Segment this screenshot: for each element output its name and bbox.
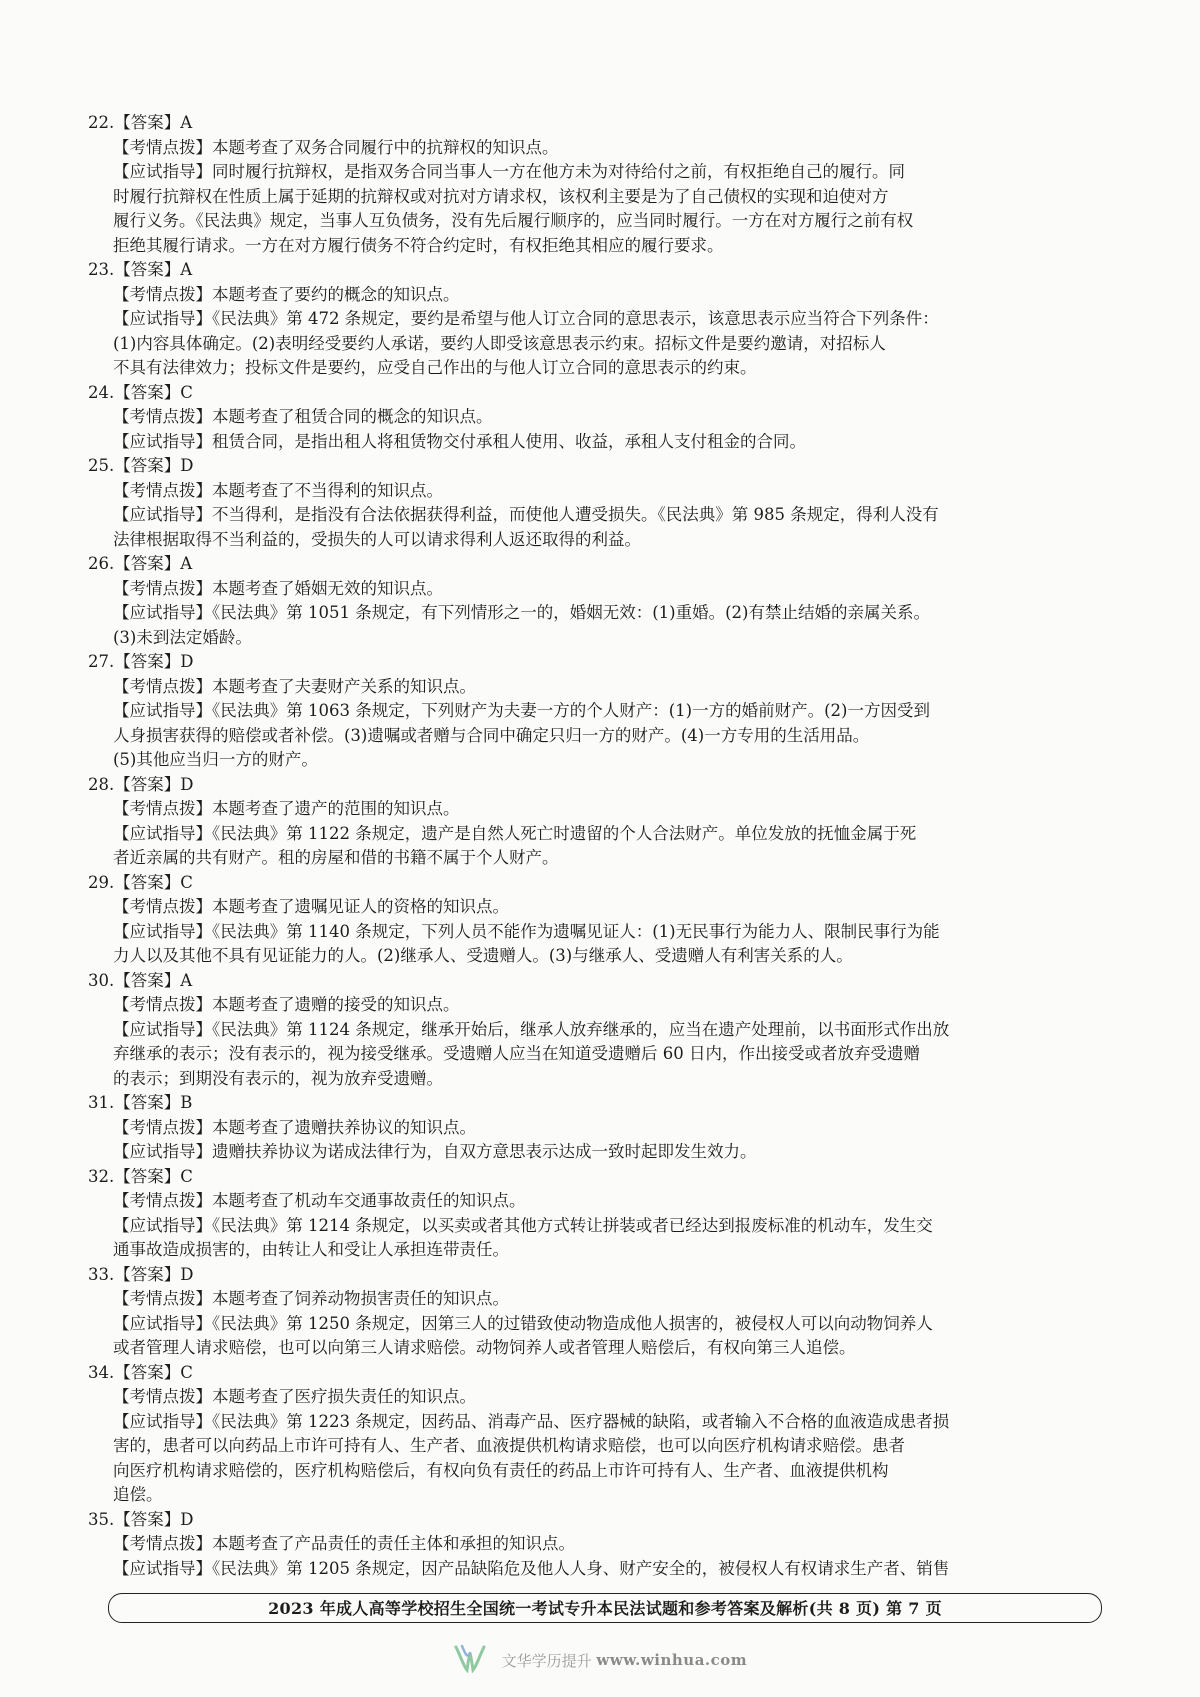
exam-point-line: 【考情点拨】本题考查了遗赠的接受的知识点。: [113, 995, 460, 1014]
answer-item: [88, 1361, 1100, 1508]
exam-point-line: 【考情点拨】本题考查了不当得利的知识点。: [113, 480, 443, 500]
answer-item: [88, 1508, 1100, 1582]
guide-line: 【应试指导】《民法典》第 1122 条规定，遗产是自然人死亡时遗留的个人合法财产。单位发放的抚恤金属于死: [113, 823, 917, 843]
continuation-line: (3)未到法定婚龄。: [113, 627, 252, 647]
answer-item: [88, 1091, 1100, 1165]
guide-line: 【应试指导】《民法典》第 1223 条规定，因药品、消毒产品、医疗器械的缺陷，或者输入不合格的血液造成患者损: [113, 1411, 950, 1431]
guide-line: 【应试指导】不当得利，是指没有合法依据获得利益，而使他人遭受损失。《民法典》第 985 条规定，得利人没有: [113, 505, 939, 524]
watermark-url: www.winhua.com: [596, 1651, 748, 1669]
answer-item: [88, 871, 1100, 969]
continuation-line: 履行义务。《民法典》规定，当事人互负债务，没有先后履行顺序的，应当同时履行。一方在对方履行之前有权: [113, 211, 914, 230]
continuation-line: 通事故造成损害的，由转让人和受让人承担连带责任。: [113, 1240, 509, 1259]
exam-point-line: 【考情点拨】本题考查了遗产的范围的知识点。: [113, 799, 460, 818]
exam-point-line: 【考情点拨】本题考查了机动车交通事故责任的知识点。: [113, 1191, 526, 1210]
answer-item: [88, 650, 1100, 773]
answer-item: [88, 454, 1100, 552]
exam-point-line: 【考情点拨】本题考查了租赁合同的概念的知识点。: [113, 407, 493, 426]
answer-item: [88, 773, 1100, 871]
continuation-line: 弃继承的表示；没有表示的，视为接受继承。受遗赠人应当在知道受遗赠后 60 日内，作出接受或者放弃受遗赠: [113, 1044, 920, 1063]
continuation-line: 追偿。: [113, 1485, 163, 1504]
answer-number: 25.【答案】D: [88, 456, 194, 475]
continuation-line: 向医疗机构请求赔偿的，医疗机构赔偿后，有权向负有责任的药品上市许可持有人、生产者、血液提供机构: [113, 1460, 889, 1480]
exam-point-line: 【考情点拨】本题考查了饲养动物损害责任的知识点。: [113, 1289, 509, 1308]
continuation-line: 或者管理人请求赔偿，也可以向第三人请求赔偿。动物饲养人或者管理人赔偿后，有权向第三人追偿。: [113, 1338, 856, 1357]
continuation-line: (5)其他应当归一方的财产。: [113, 750, 318, 769]
exam-point-line: 【考情点拨】本题考查了夫妻财产关系的知识点。: [113, 676, 476, 696]
guide-line: 【应试指导】《民法典》第 1250 条规定，因第三人的过错致使动物造成他人损害的，被侵权人可以向动物饲养人: [113, 1313, 933, 1333]
guide-line: 【应试指导】《民法典》第 1140 条规定，下列人员不能作为遗嘱见证人：(1)无民事行为能力人、限制民事行为能: [113, 921, 940, 941]
guide-line: 【应试指导】同时履行抗辩权，是指双务合同当事人一方在他方未为对待给付之前，有权拒绝自己的履行。同: [113, 162, 905, 181]
answer-item: [88, 111, 1100, 258]
answer-number: 33.【答案】D: [88, 1264, 194, 1284]
answer-number: 24.【答案】C: [88, 382, 193, 402]
continuation-line: 力人以及其他不具有见证能力的人。(2)继承人、受遗赠人。(3)与继承人、受遗赠人有利害关系的人。: [113, 946, 853, 965]
continuation-line: 时履行抗辩权在性质上属于延期的抗辩权或对抗对方请求权，该权利主要是为了自己债权的实现和迫使对方: [113, 186, 889, 206]
watermark: [0, 1643, 1200, 1683]
answer-number: 29.【答案】C: [88, 872, 193, 892]
guide-line: 【应试指导】《民法典》第 1124 条规定，继承开始后，继承人放弃继承的，应当在遗产处理前，以书面形式作出放: [113, 1019, 950, 1039]
guide-line: 【应试指导】《民法典》第 472 条规定，要约是希望与他人订立合同的意思表示，该意思表示应当符合下列条件：: [113, 309, 939, 328]
continuation-line: (1)内容具体确定。(2)表明经受要约人承诺，要约人即受该意思表示约束。招标文件是要约邀请，对招标人: [113, 333, 886, 353]
continuation-line: 人身损害获得的赔偿或者补偿。(3)遗嘱或者赠与合同中确定只归一方的财产。(4)一方专用的生活用品。: [113, 725, 870, 745]
answer-number: 34.【答案】C: [88, 1362, 193, 1382]
continuation-line: 者近亲属的共有财产。租的房屋和借的书籍不属于个人财产。: [113, 848, 559, 867]
answer-item: [88, 381, 1100, 455]
continuation-line: 害的，患者可以向药品上市许可持有人、生产者、血液提供机构请求赔偿，也可以向医疗机构请求赔偿。患者: [113, 1436, 905, 1455]
answer-number: 31.【答案】B: [88, 1093, 193, 1112]
answer-number: 23.【答案】A: [88, 260, 193, 279]
guide-line: 【应试指导】《民法典》第 1063 条规定，下列财产为夫妻一方的个人财产：(1)一方的婚前财产。(2)一方因受到: [113, 701, 930, 720]
exam-point-line: 【考情点拨】本题考查了要约的概念的知识点。: [113, 284, 460, 304]
guide-line: 【应试指导】《民法典》第 1214 条规定，以买卖或者其他方式转让拼装或者已经达到报废标准的机动车，发生交: [113, 1215, 933, 1235]
answer-number: 26.【答案】A: [88, 554, 193, 573]
exam-point-line: 【考情点拨】本题考查了双务合同履行中的抗辩权的知识点。: [113, 137, 559, 157]
answer-item: [88, 969, 1100, 1092]
exam-point-line: 【考情点拨】本题考查了遗嘱见证人的资格的知识点。: [113, 897, 509, 916]
answer-number: 27.【答案】D: [88, 652, 194, 671]
answer-number: 22.【答案】A: [88, 113, 193, 132]
continuation-line: 不具有法律效力；投标文件是要约，应受自己作出的与他人订立合同的意思表示的约束。: [113, 358, 757, 377]
answer-content: [88, 111, 1100, 1581]
guide-line: 【应试指导】《民法典》第 1051 条规定，有下列情形之一的，婚姻无效：(1)重婚。(2)有禁止结婚的亲属关系。: [113, 603, 930, 622]
guide-line: 【应试指导】《民法典》第 1205 条规定，因产品缺陷危及他人人身、财产安全的，被侵权人有权请求生产者、销售: [113, 1558, 950, 1578]
continuation-line: 的表示；到期没有表示的，视为放弃受遗赠。: [113, 1068, 443, 1088]
answer-number: 32.【答案】C: [88, 1166, 193, 1186]
answer-item: [88, 1263, 1100, 1361]
exam-point-line: 【考情点拨】本题考查了婚姻无效的知识点。: [113, 578, 443, 598]
answer-item: [88, 258, 1100, 381]
guide-line: 【应试指导】租赁合同，是指出租人将租赁物交付承租人使用、收益，承租人支付租金的合同。: [113, 431, 806, 451]
answer-number: 28.【答案】D: [88, 774, 194, 794]
answer-item: [88, 1165, 1100, 1263]
winhua-logo-icon: [453, 1643, 487, 1677]
answer-number: 30.【答案】A: [88, 970, 193, 990]
page-footer: [108, 1593, 1102, 1623]
exam-point-line: 【考情点拨】本题考查了遗赠扶养协议的知识点。: [113, 1117, 476, 1137]
watermark-brand: 文华学历提升: [501, 1651, 592, 1670]
exam-point-line: 【考情点拨】本题考查了产品责任的责任主体和承担的知识点。: [113, 1534, 575, 1553]
continuation-line: 拒绝其履行请求。一方在对方履行债务不符合约定时，有权拒绝其相应的履行要求。: [113, 235, 724, 255]
answer-number: 35.【答案】D: [88, 1509, 194, 1529]
exam-point-line: 【考情点拨】本题考查了医疗损失责任的知识点。: [113, 1387, 476, 1406]
guide-line: 【应试指导】遗赠扶养协议为诺成法律行为，自双方意思表示达成一致时起即发生效力。: [113, 1142, 757, 1161]
answer-item: [88, 552, 1100, 650]
continuation-line: 法律根据取得不当利益的，受损失的人可以请求得利人返还取得的利益。: [113, 529, 641, 549]
footer-text: 2023 年成人高等学校招生全国统一考试专升本民法试题和参考答案及解析(共 8 页) 第 7 页: [268, 1599, 942, 1618]
